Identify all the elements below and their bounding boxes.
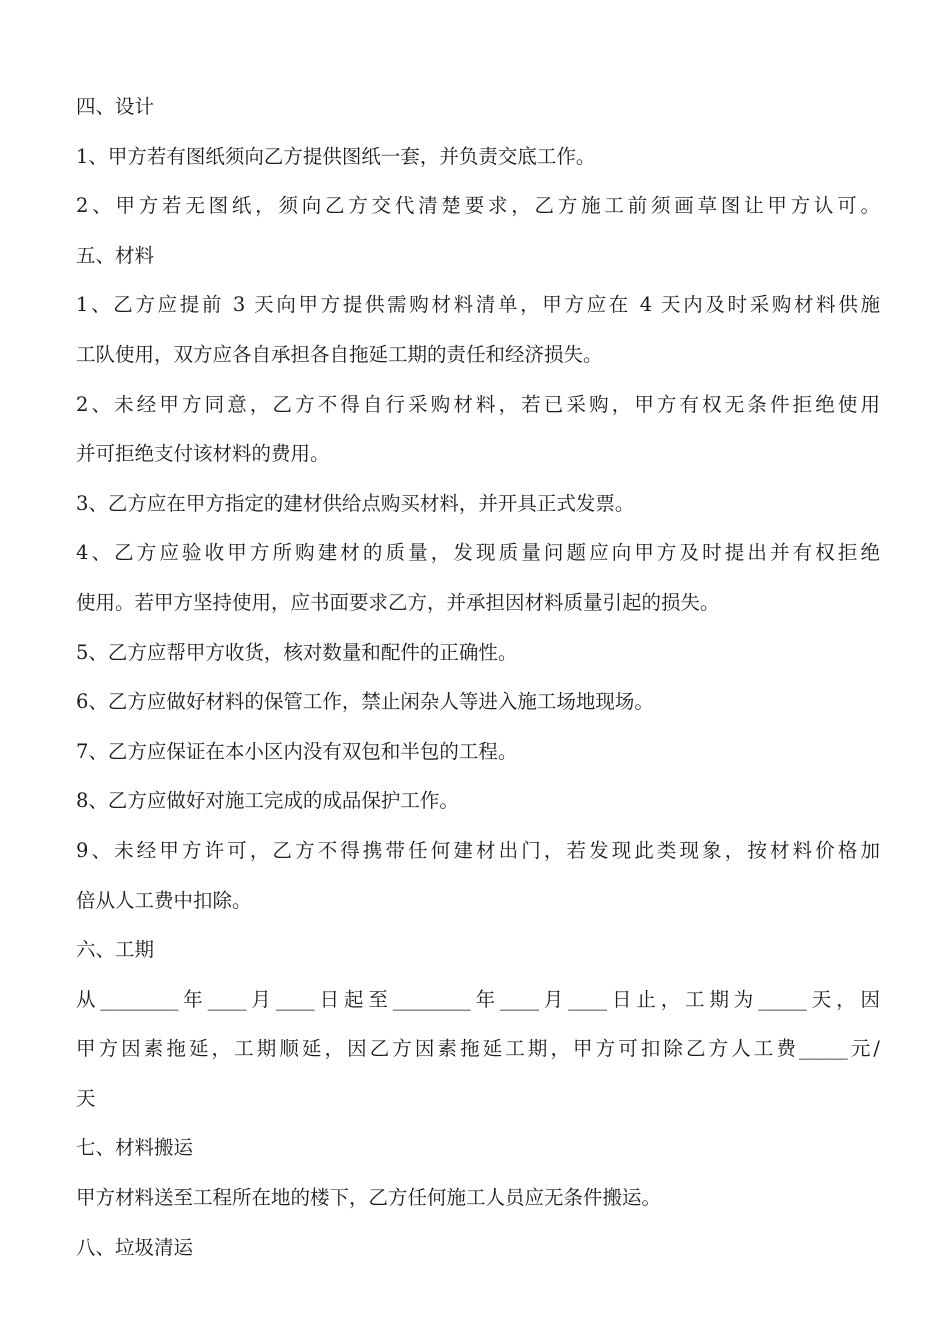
section-heading-material-transport: 七、材料搬运: [76, 1136, 194, 1160]
paragraph-line: 7、乙方应保证在本小区内没有双包和半包的工程。: [76, 739, 518, 763]
section-heading-design: 四、设计: [76, 95, 155, 118]
paragraph-line: 2、甲方若无图纸，须向乙方交代清楚要求，乙方施工前须画草图让甲方认可。: [76, 194, 880, 218]
paragraph-line: 4、乙方应验收甲方所购建材的质量，发现质量问题应向甲方及时提出并有权拒绝: [76, 541, 880, 565]
section-heading-materials: 五、材料: [76, 243, 155, 267]
paragraph-line: 3、乙方应在甲方指定的建材供给点购买材料，并开具正式发票。: [76, 491, 635, 515]
section-heading-schedule: 六、工期: [76, 938, 155, 962]
paragraph-line: 8、乙方应做好对施工完成的成品保护工作。: [76, 789, 459, 813]
paragraph-line: 并可拒绝支付该材料的费用。: [76, 442, 330, 466]
document-body: [76, 82, 880, 1272]
paragraph-line: 1、甲方若有图纸须向乙方提供图纸一套，并负责交底工作。: [76, 144, 596, 168]
paragraph-line: 甲方材料送至工程所在地的楼下，乙方任何施工人员应无条件搬运。: [76, 1186, 662, 1210]
paragraph-line: 倍从人工费中扣除。: [76, 888, 252, 912]
paragraph-line: 6、乙方应做好材料的保管工作，禁止闲杂人等进入施工场地现场。: [76, 690, 654, 714]
paragraph-line: 5、乙方应帮甲方收货，核对数量和配件的正确性。: [76, 640, 518, 664]
fill-in-date-line: 从________年____月____日起至________年____月____日止，工期为_____天，因: [76, 987, 880, 1011]
paragraph-line: 工队使用，双方应各自承担各自拖延工期的责任和经济损失。: [76, 342, 603, 366]
fill-in-fee-line: 甲方因素拖延，工期顺延，因乙方因素拖延工期，甲方可扣除乙方人工费_____元/: [76, 1037, 880, 1061]
section-heading-garbage-removal: 八、垃圾清运: [76, 1235, 194, 1259]
paragraph-line: 1、乙方应提前 3 天向甲方提供需购材料清单，甲方应在 4 天内及时采购材料供施: [76, 293, 880, 317]
paragraph-line: 9、未经甲方许可，乙方不得携带任何建材出门，若发现此类现象，按材料价格加: [76, 838, 880, 862]
paragraph-line: 天: [76, 1086, 96, 1110]
paragraph-line: 使用。若甲方坚持使用，应书面要求乙方，并承担因材料质量引起的损失。: [76, 590, 720, 614]
paragraph-line: 2、未经甲方同意，乙方不得自行采购材料，若已采购，甲方有权无条件拒绝使用: [76, 392, 880, 416]
